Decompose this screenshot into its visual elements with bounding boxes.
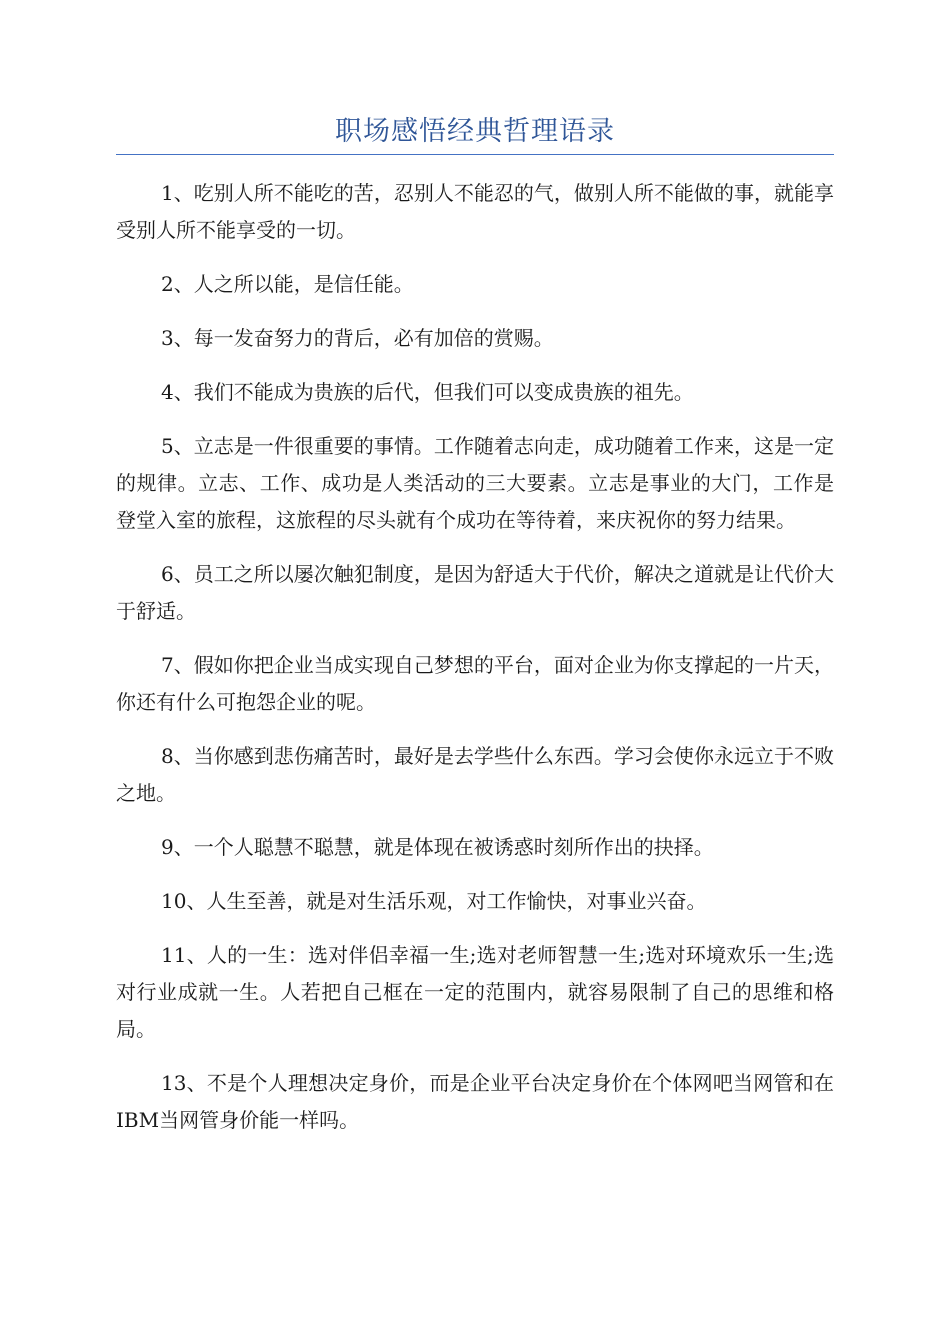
document-body <box>116 175 834 1156</box>
paragraph-1: 1、吃别人所不能吃的苦，忍别人不能忍的气，做别人所不能做的事，就能享受别人所不能享受的一切。 <box>116 181 834 242</box>
paragraph-11: 11、人的一生：选对伴侣幸福一生;选对老师智慧一生;选对环境欢乐一生;选对行业成就一生。人若把自己框在一定的范围内，就容易限制了自己的思维和格局。 <box>116 943 834 1041</box>
paragraph-4: 4、我们不能成为贵族的后代，但我们可以变成贵族的祖先。 <box>161 380 694 404</box>
paragraph-13: 13、不是个人理想决定身价，而是企业平台决定身价在个体网吧当网管和在IBM当网管身价能一样吗。 <box>116 1071 834 1132</box>
document-title: 职场感悟经典哲理语录 <box>335 116 615 147</box>
title-underline <box>116 154 834 155</box>
paragraph-5: 5、立志是一件很重要的事情。工作随着志向走，成功随着工作来，这是一定的规律。立志、工作、成功是人类活动的三大要素。立志是事业的大门，工作是登堂入室的旅程，这旅程的尽头就有个成功在等待着，来庆祝你的努力结果。 <box>116 434 834 532</box>
paragraph-7: 7、假如你把企业当成实现自己梦想的平台，面对企业为你支撑起的一片天，你还有什么可抱怨企业的呢。 <box>116 653 834 714</box>
paragraph-3: 3、每一发奋努力的背后，必有加倍的赏赐。 <box>161 326 554 350</box>
paragraph-10: 10、人生至善，就是对生活乐观，对工作愉快，对事业兴奋。 <box>161 889 707 913</box>
paragraph-6: 6、员工之所以屡次触犯制度，是因为舒适大于代价，解决之道就是让代价大于舒适。 <box>116 562 834 623</box>
paragraph-9: 9、一个人聪慧不聪慧，就是体现在被诱惑时刻所作出的抉择。 <box>161 835 714 859</box>
paragraph-8: 8、当你感到悲伤痛苦时，最好是去学些什么东西。学习会使你永远立于不败之地。 <box>116 744 834 805</box>
paragraph-2: 2、人之所以能，是信任能。 <box>161 272 414 296</box>
